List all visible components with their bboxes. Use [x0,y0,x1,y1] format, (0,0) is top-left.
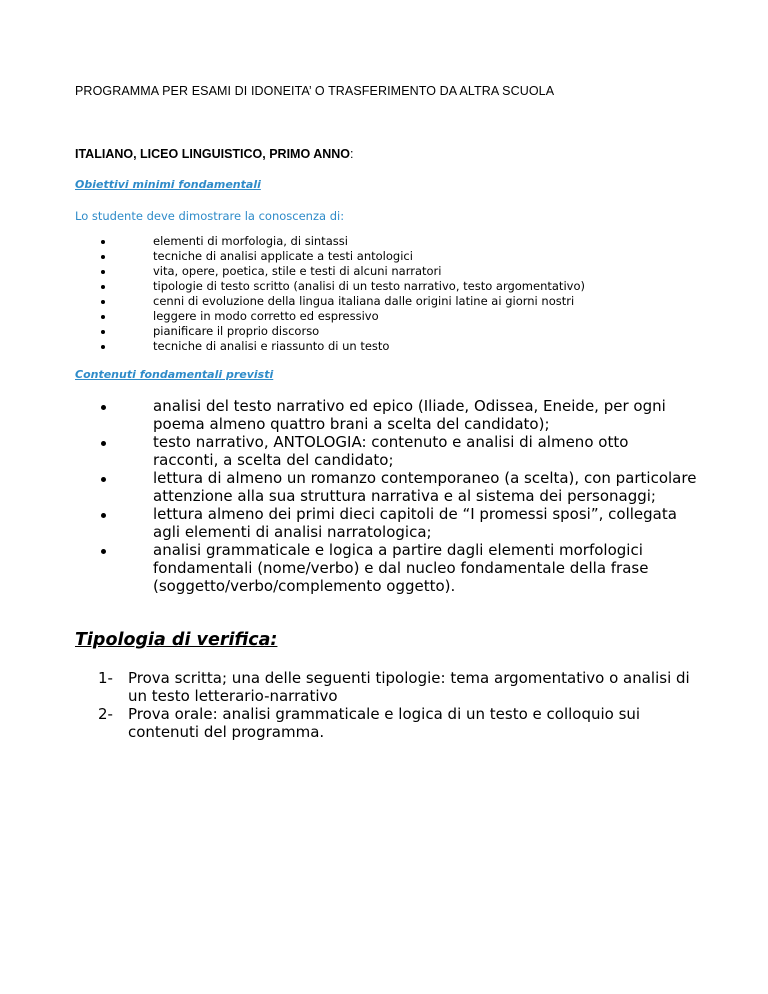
document-title: PROGRAMMA PER ESAMI DI IDONEITA’ O TRASFERIMENTO DA ALTRA SCUOLA [75,84,555,98]
verification-item [98,669,698,705]
objectives-heading: Obiettivi minimi fondamentali [75,178,261,191]
subject-label: ITALIANO, LICEO LINGUISTICO, PRIMO ANNO [75,147,350,161]
verification-heading: Tipologia di verifica: [75,630,278,650]
verification-text: Prova scritta; una delle seguenti tipologie: tema argomentativo o analisi di un testo letterario-narrativo [128,669,690,705]
objective-item: tecniche di analisi e riassunto di un testo [98,339,585,354]
contents-heading: Contenuti fondamentali previsti [75,368,274,381]
verification-marker: 1- [98,669,113,687]
subject-suffix: : [350,147,354,161]
objective-item: elementi di morfologia, di sintassi [98,234,585,249]
objective-item: vita, opere, poetica, stile e testi di alcuni narratori [98,264,585,279]
content-item: testo narrativo, ANTOLOGIA: contenuto e analisi di almeno otto racconti, a scelta del candidato; [98,433,698,469]
content-item: lettura almeno dei primi dieci capitoli de “I promessi sposi”, collegata agli elementi di analisi narratologica; [98,505,698,541]
objective-item: tipologie di testo scritto (analisi di un testo narrativo, testo argomentativo) [98,279,585,294]
objectives-intro: Lo studente deve dimostrare la conoscenza di: [75,209,345,223]
objective-item: tecniche di analisi applicate a testi antologici [98,249,585,264]
objective-item: pianificare il proprio discorso [98,324,585,339]
objective-item: cenni di evoluzione della lingua italiana dalle origini latine ai giorni nostri [98,294,585,309]
contents-list [98,397,698,595]
verification-marker: 2- [98,705,113,723]
subject-heading [75,147,353,161]
content-item: analisi grammaticale e logica a partire dagli elementi morfologici fondamentali (nome/verbo) e dal nucleo fondamentale della frase (soggetto/verbo/complemento oggetto). [98,541,698,595]
objective-item: leggere in modo corretto ed espressivo [98,309,585,324]
content-item: analisi del testo narrativo ed epico (Iliade, Odissea, Eneide, per ogni poema almeno quattro brani a scelta del candidato); [98,397,698,433]
content-item: lettura di almeno un romanzo contemporaneo (a scelta), con particolare attenzione alla sua struttura narrativa e al sistema dei personaggi; [98,469,698,505]
objectives-list [98,234,585,354]
verification-text: Prova orale: analisi grammaticale e logica di un testo e colloquio sui contenuti del programma. [128,705,641,741]
verification-item [98,705,698,741]
verification-list [98,669,698,741]
